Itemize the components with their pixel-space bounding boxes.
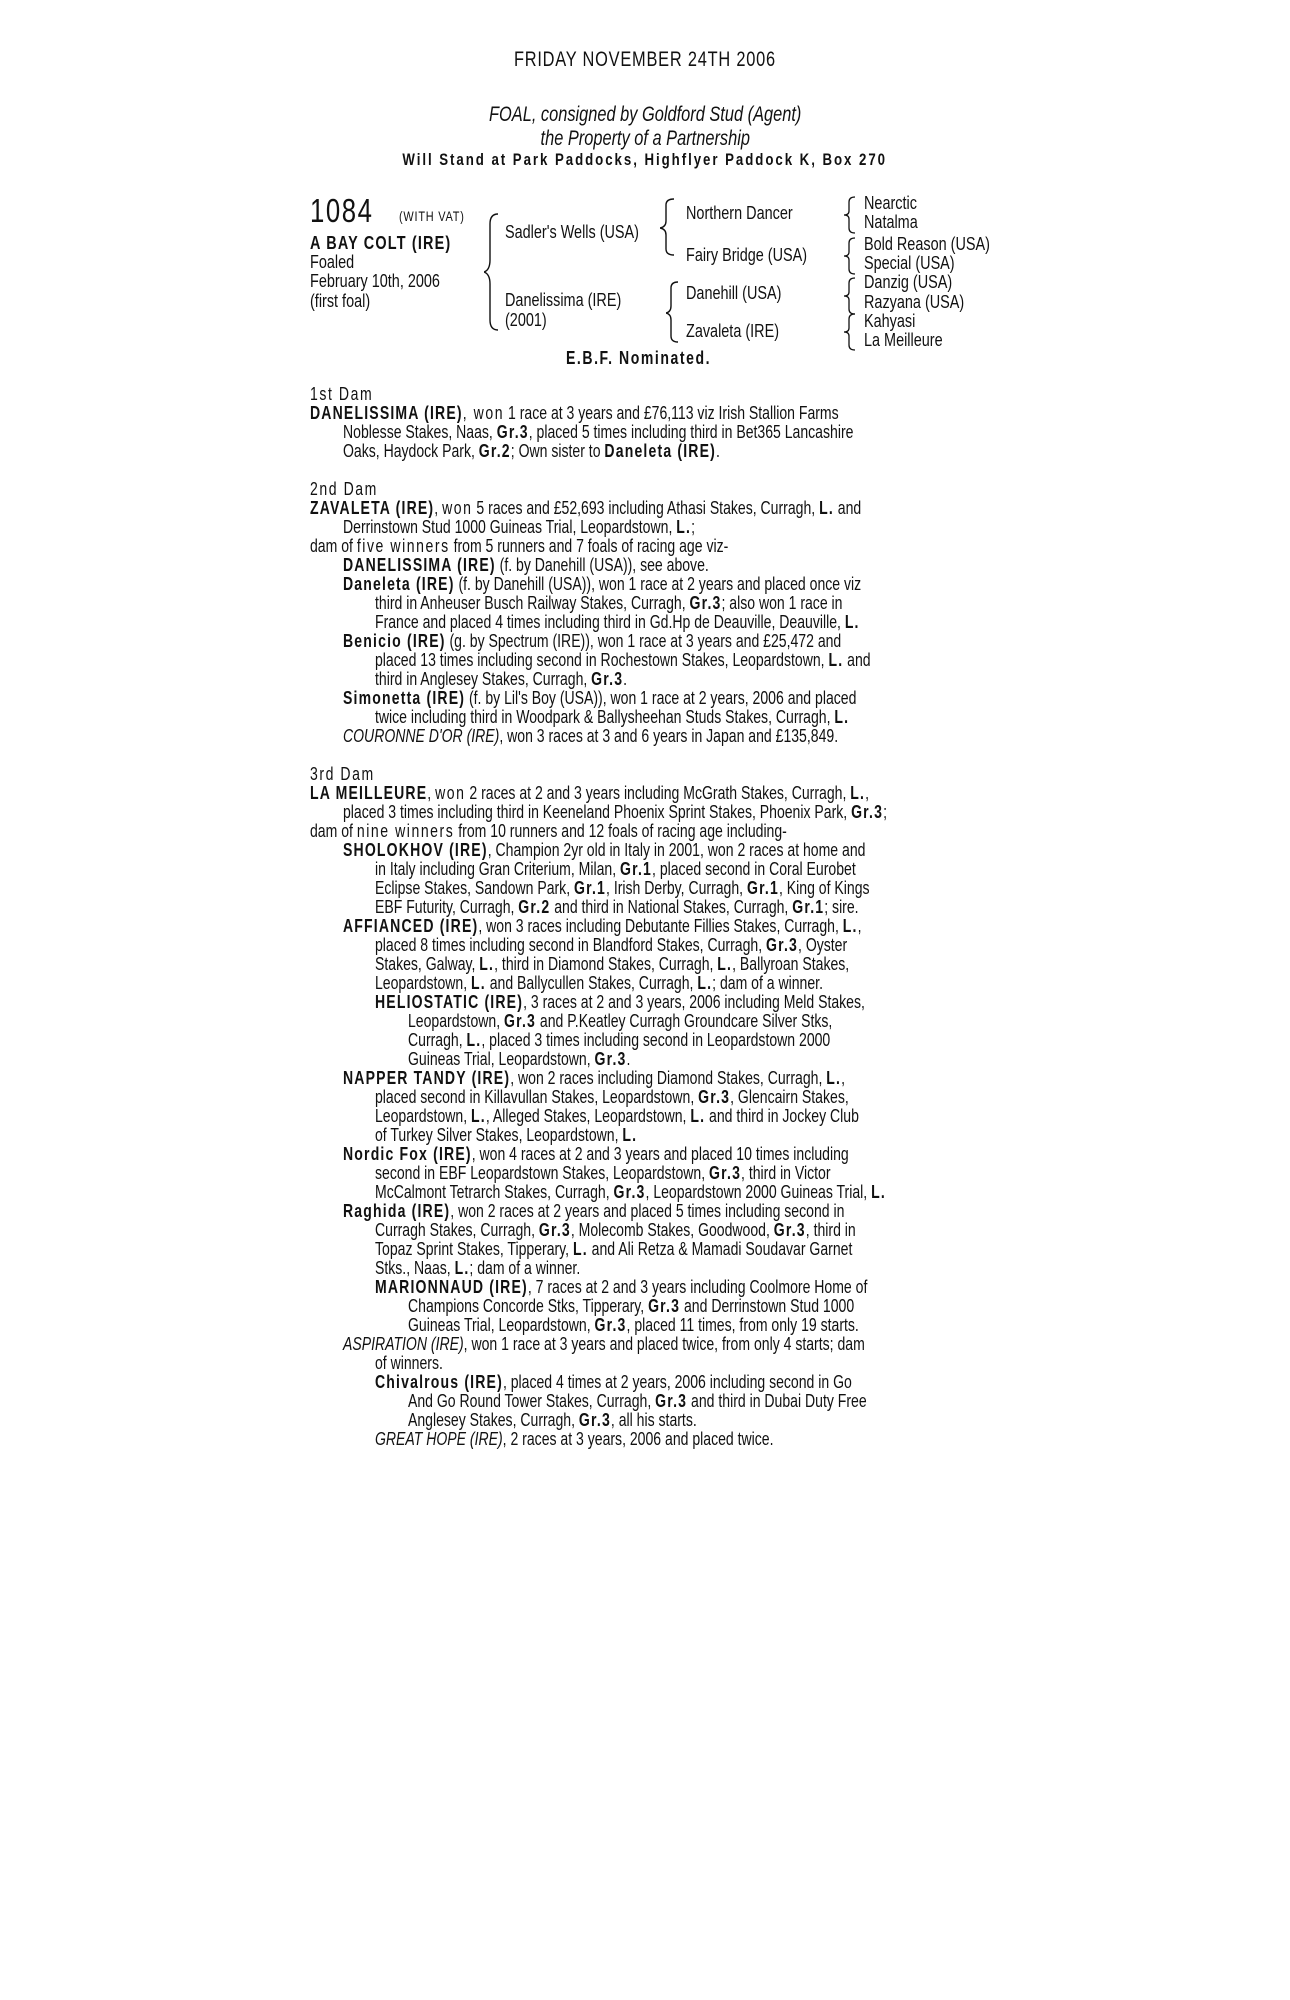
- text-line: HELIOSTATIC (IRE), 3 races at 2 and 3 years, 2006 including Meld Stakes,: [375, 992, 865, 1012]
- pedigree-dam-dam: Zavaleta (IRE): [686, 320, 780, 341]
- text-line: SHOLOKHOV (IRE), Champion 2yr old in Italy in 2001, won 2 races at home and: [343, 840, 866, 860]
- text-line: GREAT HOPE (IRE), 2 races at 3 years, 2006 and placed twice.: [375, 1429, 774, 1449]
- pedigree-ssd: Natalma: [864, 211, 918, 232]
- property-line: the Property of a Partnership: [540, 127, 750, 150]
- lot-number: 1084: [310, 192, 374, 229]
- pedigree-ddd: La Meilleure: [864, 329, 943, 350]
- text-line: Simonetta (IRE) (f. by Lil's Boy (USA)), won 1 race at 2 years, 2006 and placed: [343, 688, 857, 708]
- pedigree-dam: Danelissima (IRE): [505, 289, 622, 310]
- lot-vat: (WITH VAT): [399, 208, 465, 224]
- section-heading: 1st Dam: [310, 384, 374, 404]
- text-line: in Italy including Gran Criterium, Milan, Gr.1, placed second in Coral Eurobet: [375, 859, 856, 879]
- pedigree-sire: Sadler's Wells (USA): [505, 221, 640, 242]
- text-line: Anglesey Stakes, Curragh, Gr.3, all his starts.: [408, 1410, 697, 1430]
- foaled-note: (first foal): [310, 290, 371, 311]
- text-line: EBF Futurity, Curragh, Gr.2 and third in National Stakes, Curragh, Gr.1; sire.: [375, 897, 859, 917]
- text-line: second in EBF Leopardstown Stakes, Leopardstown, Gr.3, third in Victor: [375, 1163, 831, 1183]
- text-line: Curragh Stakes, Curragh, Gr.3, Molecomb Stakes, Goodwood, Gr.3, third in: [375, 1220, 856, 1240]
- pedigree-brace-dam: [666, 280, 682, 344]
- text-line: Oaks, Haydock Park, Gr.2; Own sister to Daneleta (IRE).: [343, 441, 720, 461]
- pedigree-dds: Kahyasi: [864, 310, 916, 331]
- text-line: COURONNE D'OR (IRE), won 3 races at 3 and 6 years in Japan and £135,849.: [343, 726, 839, 746]
- text-line: third in Anheuser Busch Railway Stakes, Curragh, Gr.3; also won 1 race in: [375, 593, 843, 613]
- pedigree-brace-sd: [844, 236, 858, 276]
- text-line: dam of five winners from 5 runners and 7 foals of racing age viz-: [310, 536, 729, 556]
- foaled-date: February 10th, 2006: [310, 270, 440, 291]
- text-line: LA MEILLEURE, won 2 races at 2 and 3 years including McGrath Stakes, Curragh, L.,: [310, 783, 869, 803]
- pedigree-sire-dam: Fairy Bridge (USA): [686, 244, 808, 265]
- stand-location: Will Stand at Park Paddocks, Highflyer Paddock K, Box 270: [402, 150, 888, 169]
- text-line: Leopardstown, Gr.3 and P.Keatley Curragh Groundcare Silver Stks,: [408, 1011, 833, 1031]
- text-line: placed second in Killavullan Stakes, Leopardstown, Gr.3, Glencairn Stakes,: [375, 1087, 849, 1107]
- text-line: Guineas Trial, Leopardstown, Gr.3.: [408, 1049, 631, 1069]
- pedigree-brace-ds: [844, 276, 858, 316]
- pedigree-sds: Bold Reason (USA): [864, 233, 990, 254]
- text-line: Guineas Trial, Leopardstown, Gr.3, placed 11 times, from only 19 starts.: [408, 1315, 859, 1335]
- text-line: Curragh, L., placed 3 times including second in Leopardstown 2000: [408, 1030, 831, 1050]
- text-line: dam of nine winners from 10 runners and 12 foals of racing age including-: [310, 821, 787, 841]
- text-line: ZAVALETA (IRE), won 5 races and £52,693 including Athasi Stakes, Curragh, L. and: [310, 498, 862, 518]
- text-line: Chivalrous (IRE), placed 4 times at 2 years, 2006 including second in Go: [375, 1372, 852, 1392]
- pedigree-dsd: Razyana (USA): [864, 291, 965, 312]
- text-line: NAPPER TANDY (IRE), won 2 races including Diamond Stakes, Curragh, L.,: [343, 1068, 845, 1088]
- text-line: placed 13 times including second in Rochestown Stakes, Leopardstown, L. and: [375, 650, 871, 670]
- text-line: placed 3 times including third in Keeneland Phoenix Sprint Stakes, Phoenix Park, Gr.3;: [343, 802, 888, 822]
- ebf-nominated: E.B.F. Nominated.: [566, 348, 712, 368]
- text-line: Daneleta (IRE) (f. by Danehill (USA)), won 1 race at 2 years and placed once viz: [343, 574, 862, 594]
- text-line: And Go Round Tower Stakes, Curragh, Gr.3 and third in Dubai Duty Free: [408, 1391, 867, 1411]
- section-heading: 3rd Dam: [310, 764, 375, 784]
- sale-date: FRIDAY NOVEMBER 24TH 2006: [514, 48, 776, 71]
- consignor-line: FOAL, consigned by Goldford Stud (Agent): [488, 103, 802, 126]
- horse-description: A BAY COLT (IRE): [310, 232, 452, 253]
- text-line: ASPIRATION (IRE), won 1 race at 3 years and placed twice, from only 4 starts; dam: [343, 1334, 865, 1354]
- text-line: MARIONNAUD (IRE), 7 races at 2 and 3 years including Coolmore Home of: [375, 1277, 868, 1297]
- pedigree-brace-ss: [844, 195, 858, 235]
- text-line: Benicio (IRE) (g. by Spectrum (IRE)), won 1 race at 3 years and £25,472 and: [343, 631, 842, 651]
- text-line: Raghida (IRE), won 2 races at 2 years and placed 5 times including second in: [343, 1201, 845, 1221]
- foaled-label: Foaled: [310, 251, 355, 272]
- pedigree-brace-main: [484, 212, 504, 332]
- pedigree-dam-sire: Danehill (USA): [686, 282, 782, 303]
- pedigree-brace-dd: [844, 312, 858, 352]
- text-line: placed 8 times including second in Blandford Stakes, Curragh, Gr.3, Oyster: [375, 935, 848, 955]
- pedigree-sire-sire: Northern Dancer: [686, 202, 793, 223]
- text-line: AFFIANCED (IRE), won 3 races including Debutante Fillies Stakes, Curragh, L.,: [343, 916, 862, 936]
- pedigree-sss: Nearctic: [864, 192, 917, 213]
- text-line: Champions Concorde Stks, Tipperary, Gr.3 and Derrinstown Stud 1000: [408, 1296, 855, 1316]
- text-line: twice including third in Woodpark & Ballysheehan Studs Stakes, Curragh, L.: [375, 707, 850, 727]
- text-line: Leopardstown, L., Alleged Stakes, Leopardstown, L. and third in Jockey Club: [375, 1106, 859, 1126]
- text-line: DANELISSIMA (IRE), won 1 race at 3 years and £76,113 viz Irish Stallion Farms: [310, 403, 839, 423]
- text-line: third in Anglesey Stakes, Curragh, Gr.3.: [375, 669, 628, 689]
- text-line: France and placed 4 times including third in Gd.Hp de Deauville, Deauville, L.: [375, 612, 860, 632]
- text-line: Stks., Naas, L.; dam of a winner.: [375, 1258, 581, 1278]
- pedigree-dss: Danzig (USA): [864, 271, 953, 292]
- text-line: Derrinstown Stud 1000 Guineas Trial, Leopardstown, L.;: [343, 517, 695, 537]
- text-line: Nordic Fox (IRE), won 4 races at 2 and 3 years and placed 10 times including: [343, 1144, 849, 1164]
- text-line: Leopardstown, L. and Ballycullen Stakes, Curragh, L.; dam of a winner.: [375, 973, 823, 993]
- text-line: Eclipse Stakes, Sandown Park, Gr.1, Irish Derby, Curragh, Gr.1, King of Kings: [375, 878, 870, 898]
- text-line: DANELISSIMA (IRE) (f. by Danehill (USA)), see above.: [343, 555, 709, 575]
- text-line: Stakes, Galway, L., third in Diamond Stakes, Curragh, L., Ballyroan Stakes,: [375, 954, 850, 974]
- section-heading: 2nd Dam: [310, 479, 378, 499]
- text-line: of winners.: [375, 1353, 443, 1373]
- text-line: Noblesse Stakes, Naas, Gr.3, placed 5 times including third in Bet365 Lancashire: [343, 422, 854, 442]
- pedigree-sdd: Special (USA): [864, 252, 955, 273]
- text-line: Topaz Sprint Stakes, Tipperary, L. and Ali Retza & Mamadi Soudavar Garnet: [375, 1239, 853, 1259]
- text-line: of Turkey Silver Stakes, Leopardstown, L.: [375, 1125, 638, 1145]
- text-line: McCalmont Tetrarch Stakes, Curragh, Gr.3, Leopardstown 2000 Guineas Trial, L.: [375, 1182, 886, 1202]
- pedigree-dam-year: (2001): [505, 309, 547, 330]
